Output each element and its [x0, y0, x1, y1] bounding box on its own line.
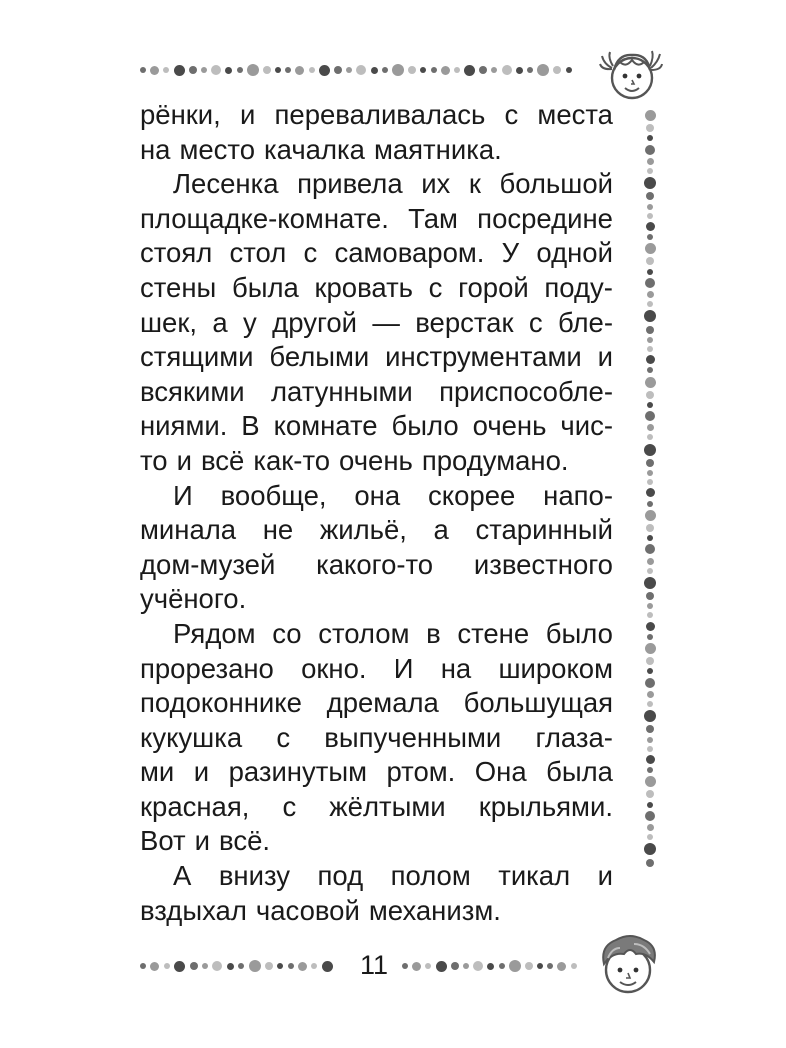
border-dot: [646, 755, 655, 764]
border-dot: [647, 834, 653, 840]
border-dot: [647, 501, 653, 507]
text-line: Вот и всё.: [140, 825, 271, 857]
border-dot: [547, 963, 553, 969]
border-dot: [646, 391, 654, 399]
text-line: шек, а у другой — верстак с бле-: [140, 306, 613, 338]
border-dot: [645, 377, 656, 388]
border-dot: [557, 962, 566, 971]
border-dot: [502, 65, 512, 75]
border-dot: [644, 444, 656, 456]
border-dot: [174, 65, 185, 76]
border-dot: [309, 67, 315, 73]
border-dot: [647, 535, 653, 541]
border-dot: [201, 67, 207, 73]
border-dot: [645, 145, 655, 155]
border-dot: [644, 577, 656, 589]
border-dot: [647, 737, 653, 743]
border-dot: [646, 524, 654, 532]
border-dot: [249, 960, 261, 972]
border-dot: [645, 411, 655, 421]
border-dot: [644, 177, 656, 189]
text-line: А внизу под полом тикал и: [173, 860, 613, 892]
text-line: ми и разинутым ртом. Она была: [140, 756, 613, 788]
border-dot: [527, 67, 533, 73]
border-dot: [647, 269, 653, 275]
border-dot: [647, 367, 653, 373]
border-dot: [646, 257, 654, 265]
text-line: стоял стол с самоваром. У одной: [140, 237, 613, 269]
border-dot: [647, 234, 653, 240]
border-dot: [451, 962, 459, 970]
border-dot: [371, 67, 378, 74]
border-dot: [516, 67, 523, 74]
border-dot: [646, 192, 654, 200]
border-dot: [645, 110, 656, 121]
text-line: всякими латунными приспособле-: [140, 375, 613, 407]
border-dot: [295, 66, 304, 75]
border-dot: [227, 963, 234, 970]
border-dot: [647, 204, 653, 210]
border-dot: [646, 488, 655, 497]
border-dot: [509, 960, 521, 972]
text-line: то и всё как-то очень продумано.: [140, 444, 569, 476]
border-dot: [647, 168, 653, 174]
border-dot: [647, 291, 654, 298]
border-dot: [346, 67, 352, 73]
right-dot-border: [640, 110, 660, 925]
border-dot: [311, 963, 317, 969]
border-dot: [382, 67, 388, 73]
border-dot: [647, 691, 654, 698]
border-dot: [647, 213, 653, 219]
border-dot: [647, 634, 653, 640]
text-line: дом-музей какого-то известного: [140, 548, 613, 580]
border-dot: [566, 67, 572, 73]
border-dot: [647, 802, 653, 808]
border-dot: [644, 710, 656, 722]
border-dot: [647, 402, 653, 408]
border-dot: [646, 790, 654, 798]
border-dot: [644, 843, 656, 855]
text-line: красная, с жёлтыми крыльями.: [140, 790, 613, 822]
border-dot: [140, 963, 146, 969]
border-dot: [645, 278, 655, 288]
text-line: на место качалка маятника.: [140, 133, 502, 165]
border-dot: [647, 470, 653, 476]
border-dot: [647, 558, 654, 565]
border-dot: [285, 67, 291, 73]
text-line: Рядом со столом в стене было: [173, 617, 613, 649]
text-line: учёного.: [140, 583, 247, 615]
border-dot: [288, 963, 294, 969]
border-dot: [420, 67, 426, 73]
border-dot: [645, 510, 656, 521]
border-dot: [150, 66, 159, 75]
border-dot: [408, 66, 416, 74]
border-dot: [356, 65, 366, 75]
border-dot: [491, 67, 497, 73]
border-dot: [645, 776, 656, 787]
border-dot: [499, 963, 505, 969]
border-dot: [646, 459, 654, 467]
text-line: кукушка с выпученными глаза-: [140, 721, 613, 753]
border-dot: [464, 65, 475, 76]
border-dot: [525, 962, 533, 970]
border-dot: [647, 479, 653, 485]
text-line: И вообще, она скорее напо-: [173, 479, 613, 511]
border-dot: [647, 346, 653, 352]
border-dot: [646, 124, 654, 132]
border-dot: [647, 612, 653, 618]
text-line: ниями. В комнате было очень чис-: [140, 410, 613, 442]
border-dot: [647, 701, 653, 707]
border-dot: [647, 824, 654, 831]
girl-face-icon: [598, 42, 664, 104]
top-dot-border: [140, 64, 600, 76]
border-dot: [412, 962, 421, 971]
boy-face-icon: [590, 928, 670, 998]
border-dot: [487, 963, 494, 970]
text-line: минала не жильё, а старинный: [140, 514, 613, 546]
border-dot: [646, 657, 654, 665]
border-dot: [647, 301, 653, 307]
text-line: стены была кровать с горой поду-: [140, 271, 613, 303]
border-dot: [238, 963, 244, 969]
border-dot: [163, 67, 169, 73]
border-dot: [647, 337, 653, 343]
border-dot: [647, 158, 654, 165]
border-dot: [571, 963, 577, 969]
border-dot: [647, 603, 653, 609]
border-dot: [150, 962, 159, 971]
border-dot: [322, 961, 333, 972]
border-dot: [553, 66, 561, 74]
border-dot: [202, 963, 208, 969]
border-dot: [237, 67, 243, 73]
border-dot: [646, 222, 655, 231]
border-dot: [392, 64, 404, 76]
border-dot: [537, 963, 543, 969]
text-line: площадке-комнате. Там посредине: [140, 202, 613, 234]
border-dot: [265, 962, 273, 970]
border-dot: [211, 65, 221, 75]
text-line: рёнки, и переваливалась с места: [140, 99, 613, 130]
border-dot: [473, 961, 483, 971]
border-dot: [275, 67, 281, 73]
border-dot: [646, 622, 655, 631]
border-dot: [646, 326, 654, 334]
border-dot: [298, 962, 307, 971]
border-dot: [647, 767, 653, 773]
border-dot: [647, 434, 653, 440]
border-dot: [277, 963, 283, 969]
border-dot: [646, 355, 655, 364]
border-dot: [174, 961, 185, 972]
text-line: прорезано окно. И на широком: [140, 652, 613, 684]
border-dot: [537, 64, 549, 76]
border-dot: [646, 592, 654, 600]
bottom-dot-border-left: [140, 960, 345, 972]
border-dot: [647, 424, 654, 431]
text-line: Лесенка привела их к большой: [173, 168, 613, 200]
border-dot: [425, 963, 431, 969]
border-dot: [164, 963, 170, 969]
border-dot: [436, 961, 447, 972]
border-dot: [645, 243, 656, 254]
text-line: стящими белыми инструментами и: [140, 341, 613, 373]
border-dot: [645, 544, 655, 554]
border-dot: [479, 66, 487, 74]
border-dot: [247, 64, 259, 76]
text-line: вздыхал часовой механизм.: [140, 894, 501, 926]
border-dot: [263, 66, 271, 74]
border-dot: [645, 678, 655, 688]
border-dot: [431, 67, 437, 73]
border-dot: [140, 67, 146, 73]
border-dot: [647, 135, 653, 141]
border-dot: [402, 963, 408, 969]
border-dot: [212, 961, 222, 971]
border-dot: [644, 310, 656, 322]
border-dot: [647, 746, 653, 752]
bottom-dot-border-right: [402, 960, 587, 972]
border-dot: [225, 67, 232, 74]
border-dot: [454, 67, 460, 73]
text-line: подоконнике дремала большущая: [140, 687, 613, 719]
story-text: [140, 98, 613, 928]
border-dot: [189, 66, 197, 74]
border-dot: [645, 643, 656, 654]
border-dot: [334, 66, 342, 74]
page-number: 11: [359, 950, 389, 980]
border-dot: [645, 811, 655, 821]
border-dot: [319, 65, 330, 76]
border-dot: [646, 859, 654, 867]
border-dot: [646, 725, 654, 733]
border-dot: [190, 962, 198, 970]
border-dot: [463, 963, 469, 969]
border-dot: [647, 568, 653, 574]
border-dot: [441, 66, 450, 75]
border-dot: [647, 668, 653, 674]
